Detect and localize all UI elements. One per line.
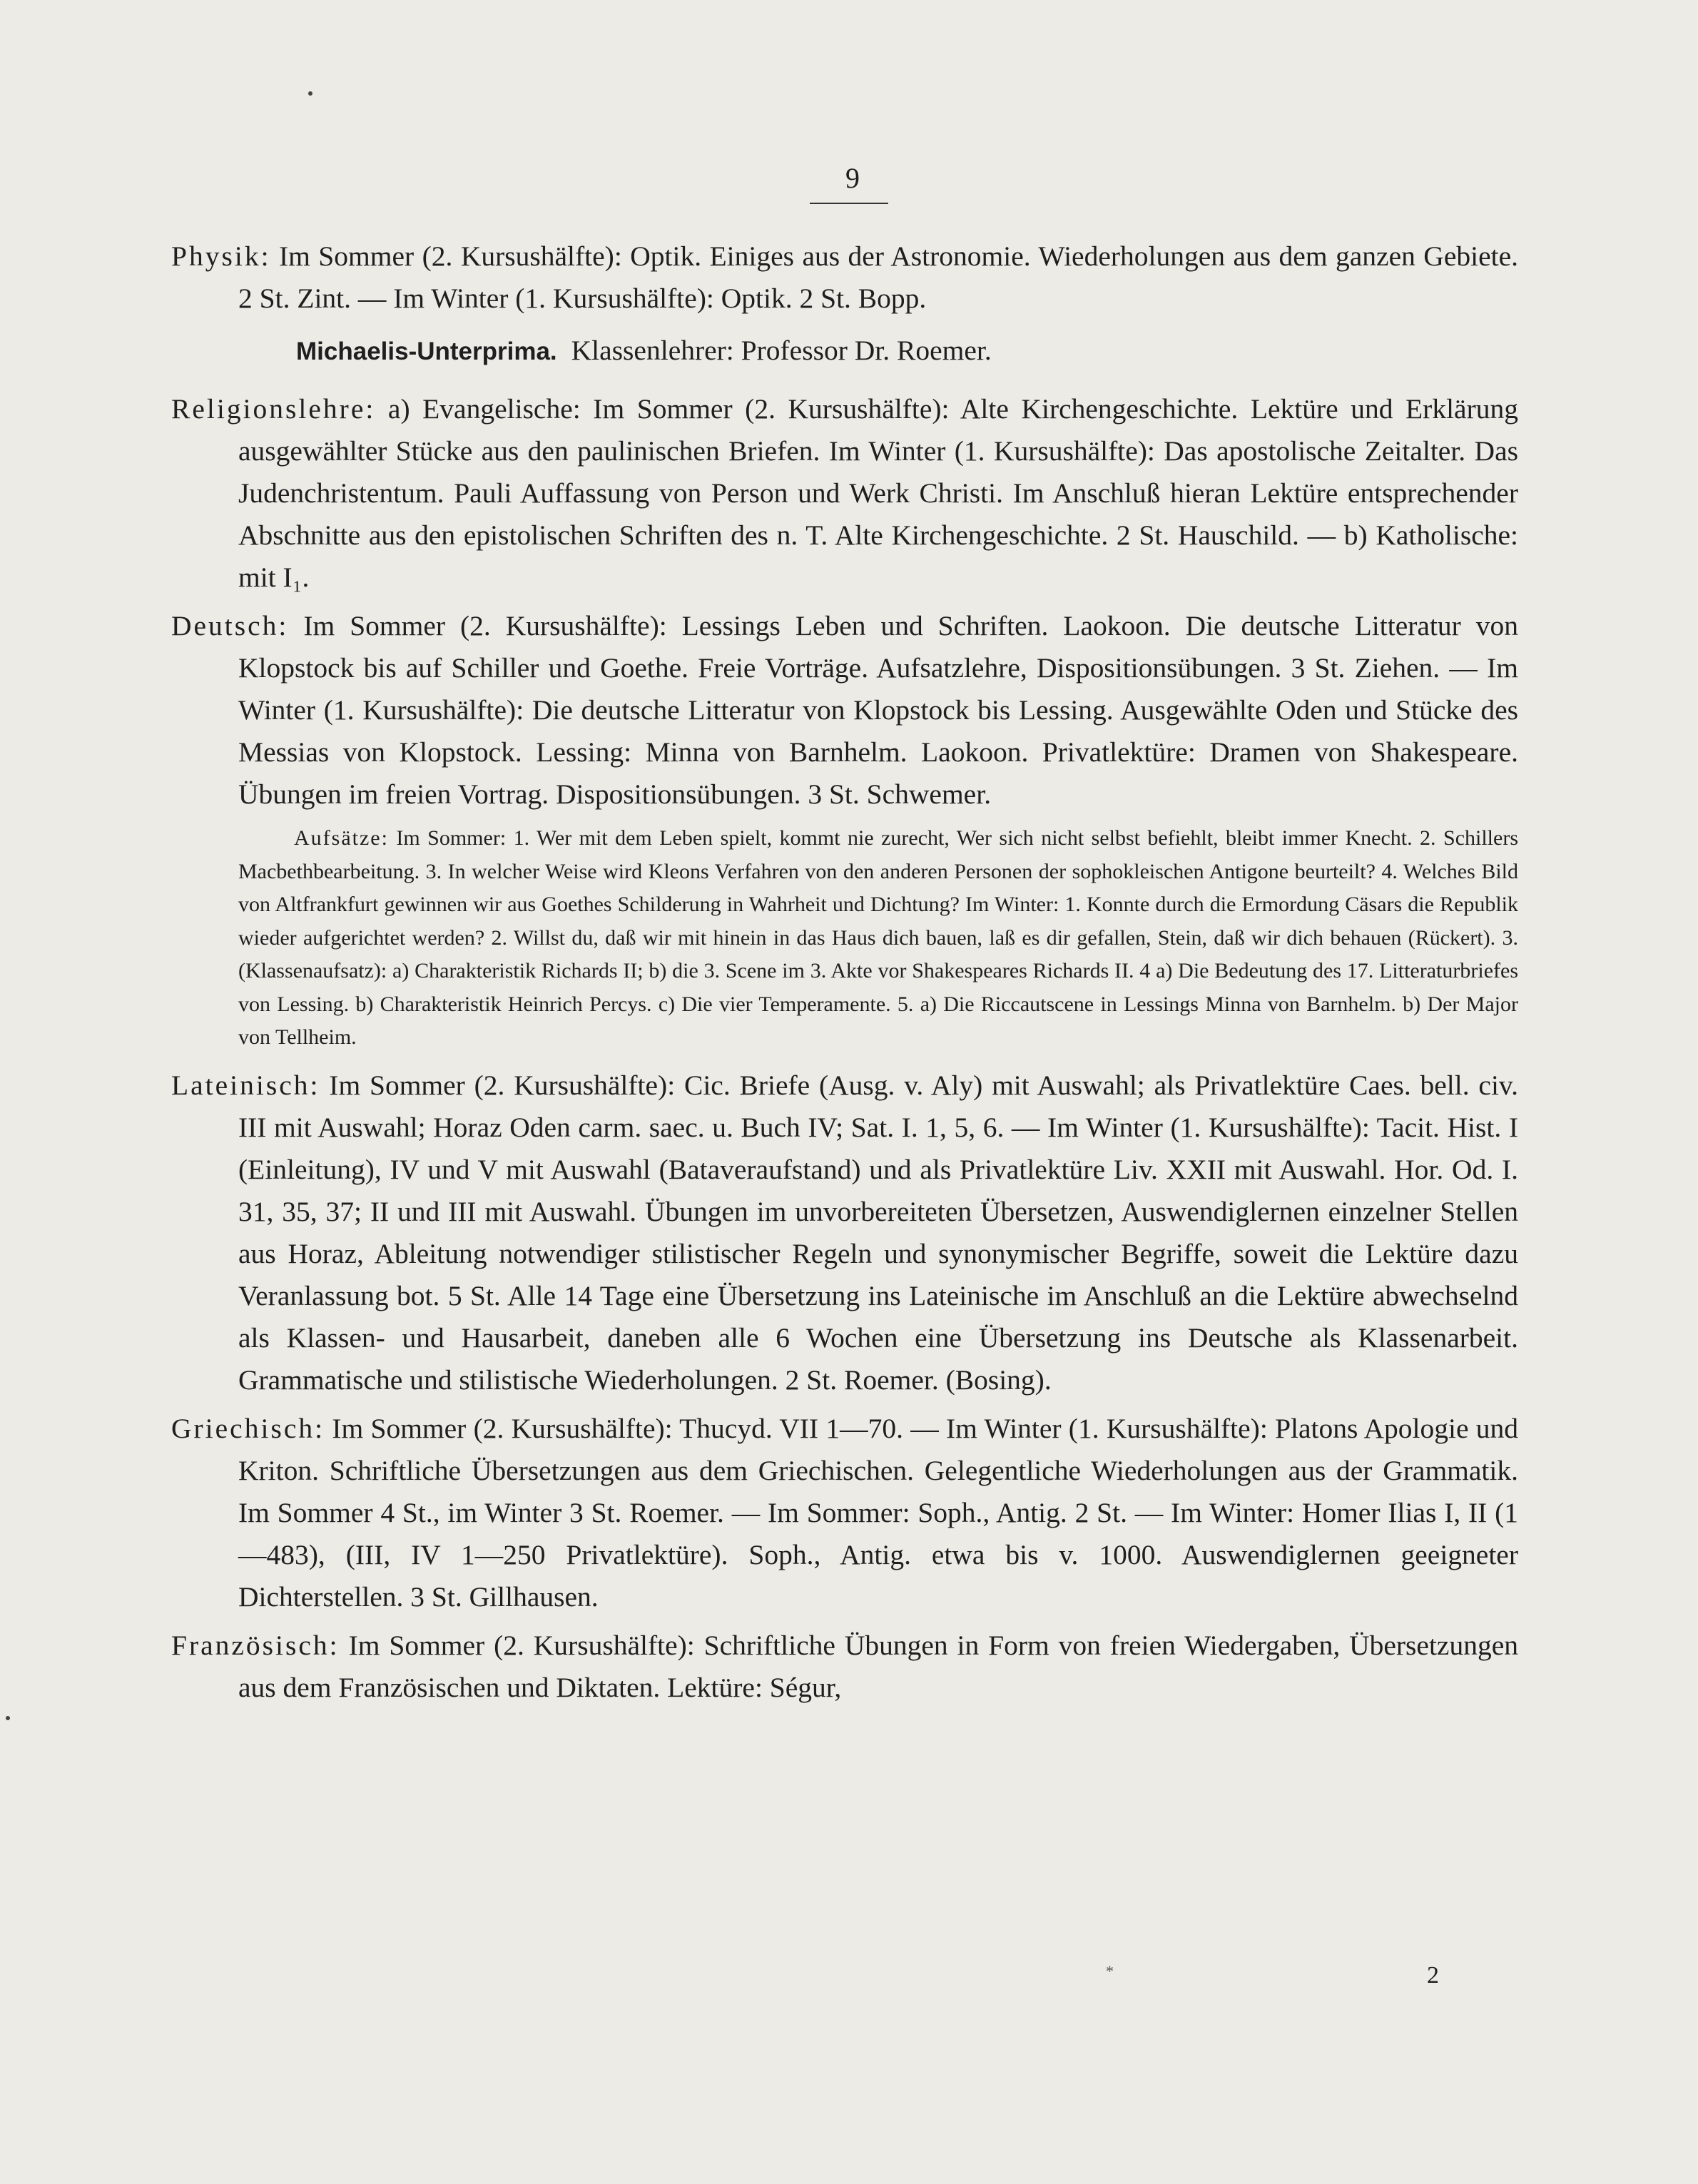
- class-heading: [171, 330, 1518, 372]
- printer-mark: *: [1106, 1962, 1114, 1980]
- paper-speck: [6, 1716, 10, 1720]
- paragraph-religion: [171, 388, 1518, 599]
- paragraph-griechisch: [171, 1408, 1518, 1618]
- page-number: 9: [845, 162, 860, 194]
- subject-label: Religionslehre:: [171, 393, 376, 425]
- aufsaetze-text: Im Sommer: 1. Wer mit dem Leben spielt, kommt nie zurecht, Wer sich nicht selbst befiehlt, bleibt immer Knecht. 2. Schillers Macbethbearbeitung. 3. In welcher Weise wird Kleons Verfahren von den anderen Personen der sophokleischen Antigone beurteilt? 4. Welches Bild von Altfrankfurt gewinnen wir aus Goethes Schilderung in Wahrheit und Dichtung? Im Winter: 1. Konnte durch die Ermordung Cäsars die Republik wieder aufgerichtet werden? 2. Willst du, daß wir mit hinein in das Haus dich bauen, laß es dir gefallen, Stein, daß wir dich behauen (Rückert). 3. (Klassenaufsatz): a) Charakteristik Richards II; b) die 3. Scene im 3. Akte vor Shakespeares Richards II. 4 a) Die Bedeutung des 17. Litteraturbriefes von Lessing. b) Charakteristik Heinrich Percys. c) Die vier Temperamente. 5. a) Die Riccautscene in Lessings Minna von Barnhelm. b) Der Major von Tellheim.: [238, 826, 1518, 1049]
- page-content: [171, 235, 1518, 1715]
- paragraph-physik: [171, 235, 1518, 320]
- subject-label: Französisch:: [171, 1629, 340, 1661]
- paragraph-text: Im Sommer (2. Kursushälfte): Lessings Leben und Schriften. Laokoon. Die deutsche Litteratur von Klopstock bis auf Schiller und Goethe. Freie Vorträge. Aufsatzlehre, Dispositionsübungen. 3 St. Ziehen. — Im Winter (1. Kursushälfte): Die deutsche Litteratur von Klopstock bis Lessing. Ausgewählte Oden und Stücke des Messias von Klopstock. Lessing: Minna von Barnhelm. Laokoon. Privatlektüre: Dramen von Shakespeare. Übungen im freien Vortrag. Dispositionsübungen. 3 St. Schwemer.: [238, 610, 1518, 810]
- paragraph-text: Im Sommer (2. Kursushälfte): Schriftliche Übungen in Form von freien Wiedergaben, Übersetzungen aus dem Französischen und Diktaten. Lektüre: Ségur,: [238, 1629, 1518, 1703]
- subject-label: Griechisch:: [171, 1412, 325, 1444]
- paragraph-text: a) Evangelische: Im Sommer (2. Kursushälfte): Alte Kirchengeschichte. Lektüre und Erklärung ausgewählter Stücke aus den paulinischen Briefen. Im Winter (1. Kursushälfte): Das apostolische Zeitalter. Das Judenchristentum. Pauli Auffassung von Person und Werk Christi. Im Anschluß hieran Lektüre entsprechender Abschnitte aus den epistolischen Schriften des n. T. Alte Kirchengeschichte. 2 St. Hauschild. — b) Katholische: mit I₁.: [238, 393, 1518, 593]
- paragraph-text: Im Sommer (2. Kursushälfte): Cic. Briefe (Ausg. v. Aly) mit Auswahl; als Privatlektüre Caes. bell. civ. III mit Auswahl; Horaz Oden carm. saec. u. Buch IV; Sat. I. 1, 5, 6. — Im Winter (1. Kursushälfte): Tacit. Hist. I (Einleitung), IV und V mit Auswahl (Bataveraufstand) und als Privatlektüre Liv. XXII mit Auswahl. Hor. Od. I. 31, 35, 37; II und III mit Auswahl. Übungen im unvorbereiteten Übersetzen, Auswendiglernen einzelner Stellen aus Horaz, Ableitung notwendiger stilistischer Regeln und synonymischer Begriffe, soweit die Lektüre dazu Veranlassung bot. 5 St. Alle 14 Tage eine Übersetzung ins Lateinische im Anschluß an die Lektüre abwechselnd als Klassen- und Hausarbeit, daneben alle 6 Wochen eine Übersetzung ins Deutsche als Klassenarbeit. Grammatische und stilistische Wiederholungen. 2 St. Roemer. (Bosing).: [238, 1069, 1518, 1396]
- paper-speck: [308, 91, 312, 96]
- paragraph-deutsch: [171, 605, 1518, 816]
- paragraph-text: Im Sommer (2. Kursushälfte): Thucyd. VII 1—70. — Im Winter (1. Kursushälfte): Platons Apologie und Kriton. Schriftliche Übersetzungen aus dem Griechischen. Gelegentliche Wiederholungen aus der Grammatik. Im Sommer 4 St., im Winter 3 St. Roemer. — Im Sommer: Soph., Antig. 2 St. — Im Winter: Homer Ilias I, II (1—483), (III, IV 1—250 Privatlektüre). Soph., Antig. etwa bis v. 1000. Auswendiglernen geeigneter Dichterstellen. 3 St. Gillhausen.: [238, 1412, 1518, 1612]
- subject-label: Physik:: [171, 240, 271, 272]
- subject-label: Deutsch:: [171, 610, 289, 641]
- class-teacher: Klassenlehrer: Professor Dr. Roemer.: [571, 335, 992, 366]
- paragraph-franzoesisch: [171, 1625, 1518, 1709]
- class-name: Michaelis-Unterprima.: [296, 337, 557, 365]
- page-number-rule: [810, 203, 888, 204]
- paragraph-latein: [171, 1065, 1518, 1401]
- sheet-signature: 2: [1427, 1962, 1439, 1989]
- paragraph-aufsaetze: [171, 822, 1518, 1055]
- subject-label: Lateinisch:: [171, 1069, 320, 1101]
- paragraph-text: Im Sommer (2. Kursushälfte): Optik. Einiges aus der Astronomie. Wiederholungen aus dem ganzen Gebiete. 2 St. Zint. — Im Winter (1. Kursushälfte): Optik. 2 St. Bopp.: [238, 240, 1518, 314]
- aufsaetze-label: Aufsätze:: [294, 826, 389, 850]
